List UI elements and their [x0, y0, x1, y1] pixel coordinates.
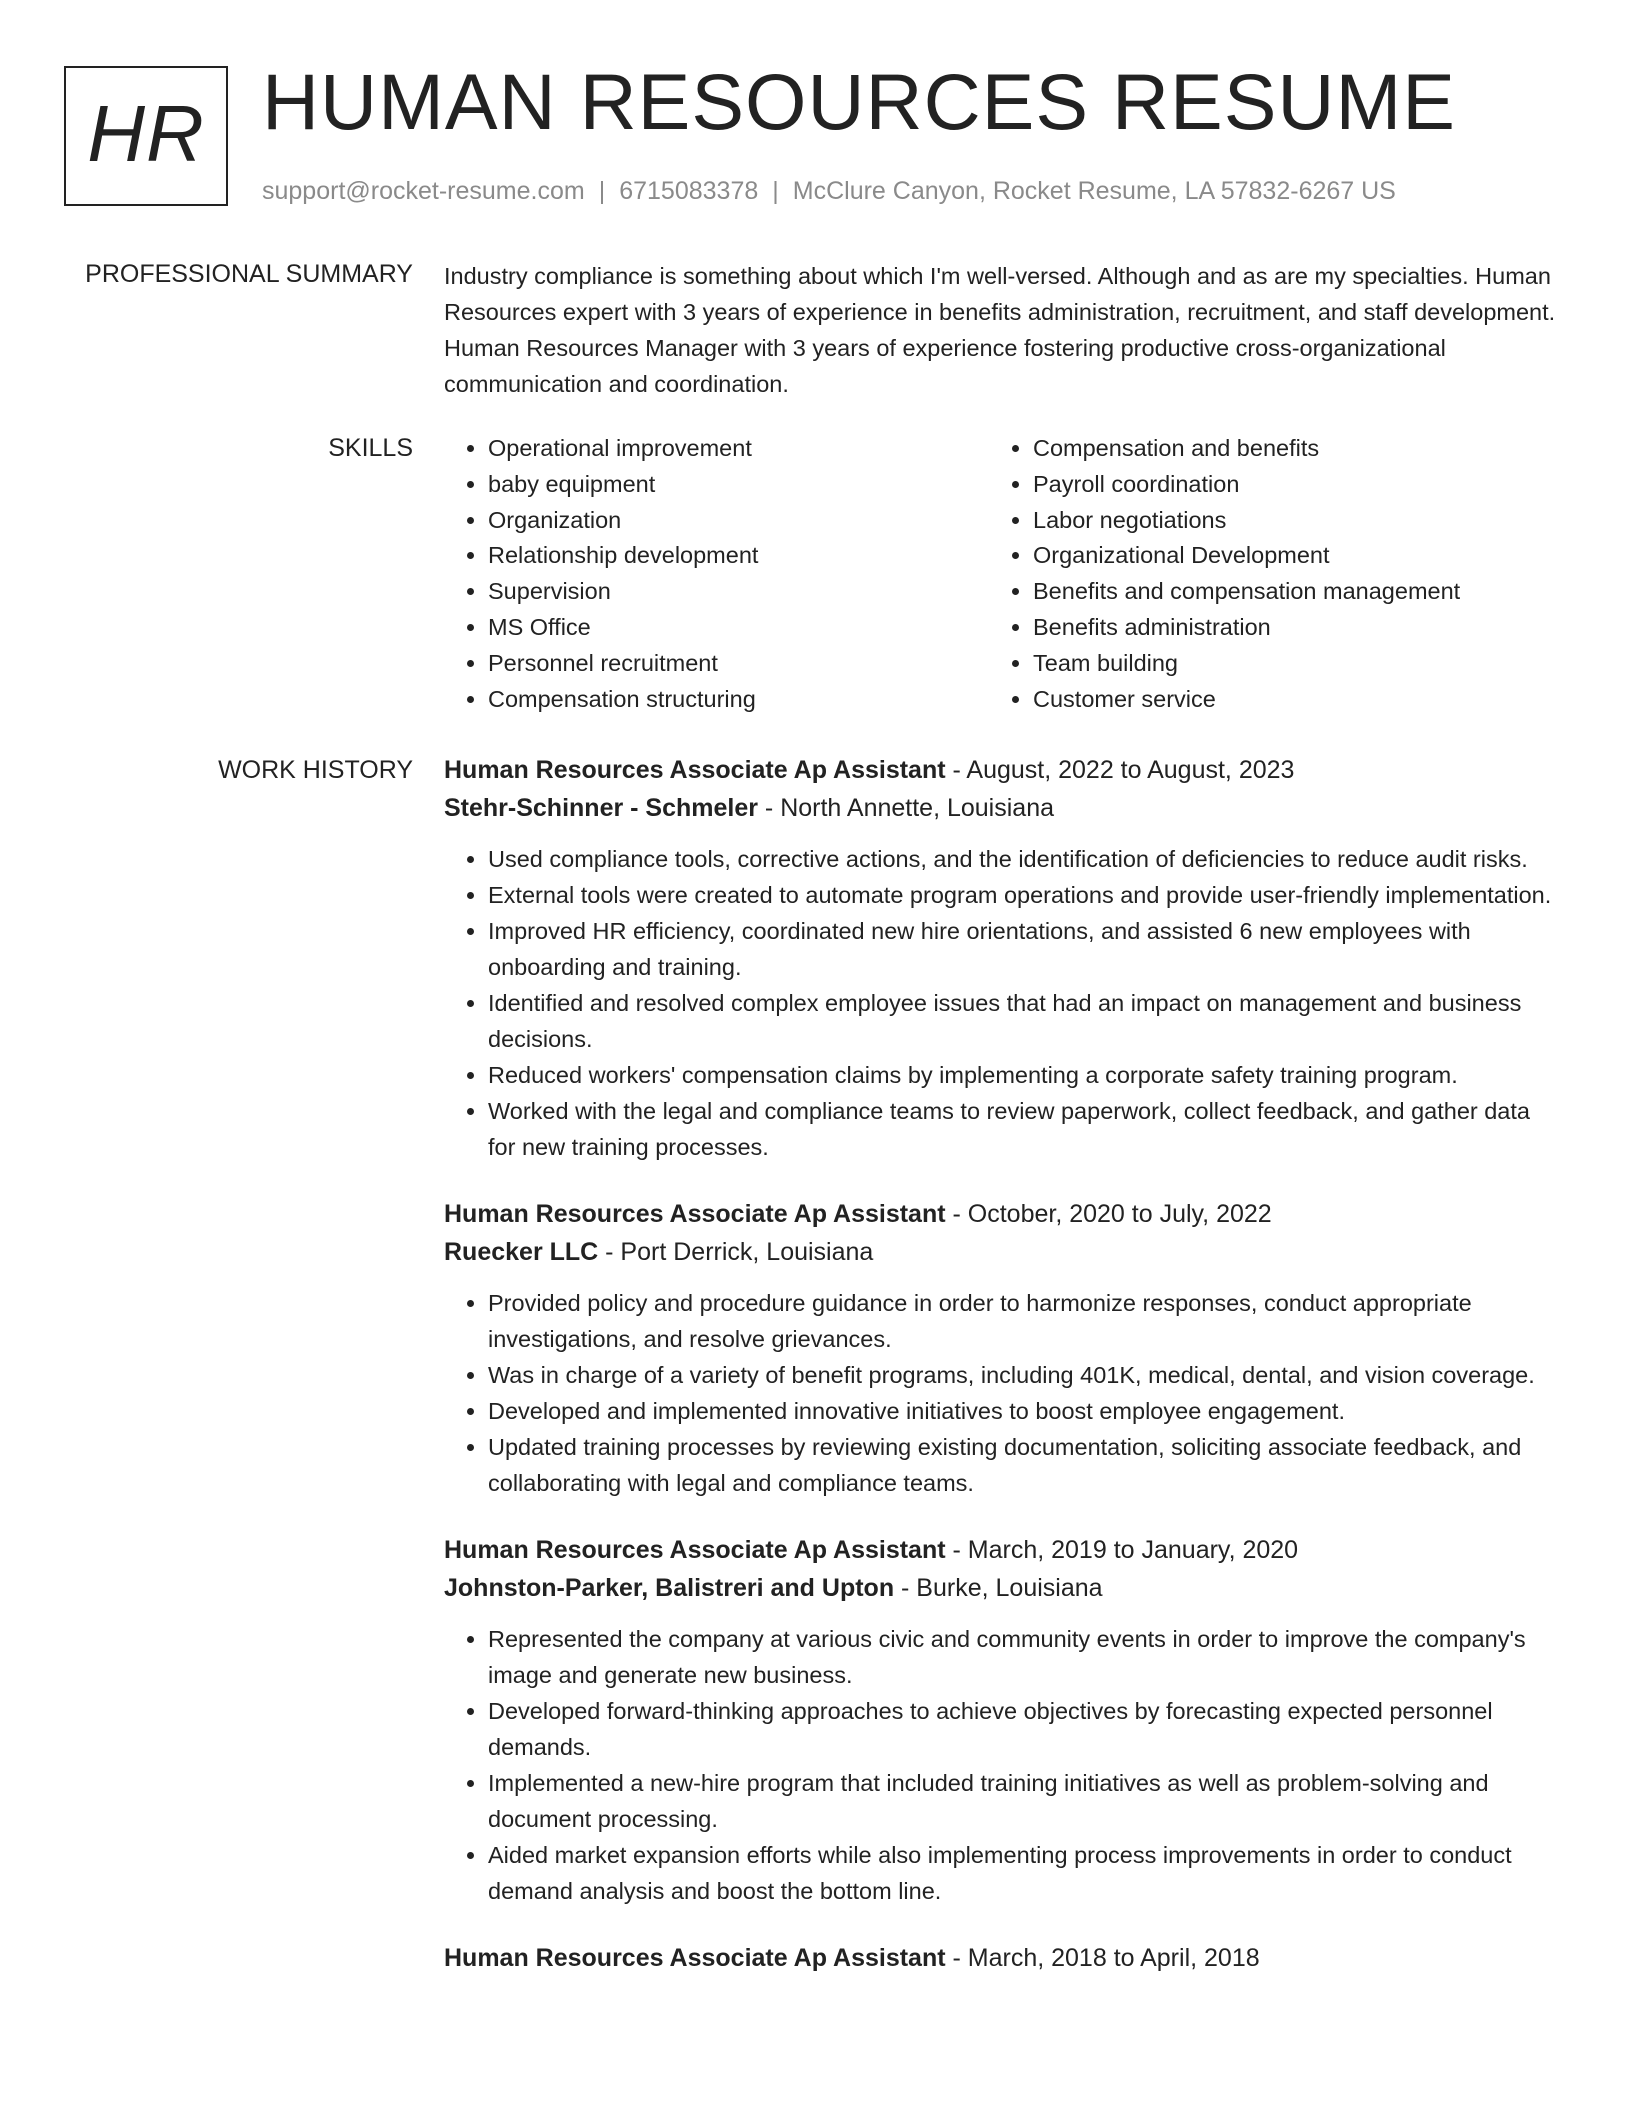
job-company: Ruecker LLC	[444, 1238, 599, 1266]
skill-item: • Compensation and benefits	[1033, 431, 1534, 467]
job-dates: - August, 2022 to August, 2023	[945, 756, 1295, 784]
job-bullet: • Developed forward-thinking approaches to achieve objectives by forecasting expected personnel demands.	[488, 1693, 1560, 1765]
job-entry	[444, 1195, 1560, 1501]
job-bullet: • Improved HR efficiency, coordinated new hire orientations, and assisted 6 new employees with onboarding and training.	[488, 913, 1560, 985]
skills-list-left	[444, 431, 989, 717]
job-title: Human Resources Associate Ap Assistant	[444, 1536, 946, 1564]
job-bullet: • Identified and resolved complex employee issues that had an impact on management and business decisions.	[488, 985, 1560, 1057]
job-dates: - March, 2019 to January, 2020	[945, 1536, 1299, 1564]
skills-columns	[444, 431, 1560, 717]
job-company: Johnston-Parker, Balistreri and Upton	[444, 1574, 895, 1602]
job-company-line	[444, 1569, 1560, 1607]
contact-email: support@rocket-resume.com	[262, 177, 585, 205]
contact-separator: |	[598, 177, 606, 205]
skills-list-right	[989, 431, 1534, 717]
skill-item: • Labor negotiations	[1033, 503, 1534, 539]
resume-title: HUMAN RESOURCES RESUME	[262, 57, 1456, 146]
skill-item: • MS Office	[488, 610, 989, 646]
skill-item: • baby equipment	[488, 467, 989, 503]
monogram-box	[64, 66, 228, 206]
skill-item: • Organization	[488, 503, 989, 539]
job-title: Human Resources Associate Ap Assistant	[444, 1200, 946, 1228]
job-bullet: • Worked with the legal and compliance teams to review paperwork, collect feedback, and gather data for new training processes.	[488, 1093, 1560, 1165]
skill-item: • Benefits and compensation management	[1033, 574, 1534, 610]
job-company: Stehr-Schinner - Schmeler	[444, 794, 758, 822]
job-location: - Burke, Louisiana	[894, 1574, 1103, 1602]
summary-text: Industry compliance is something about which I'm well-versed. Although and as are my specialties. Human Resources expert with 3 years of experience in benefits administration, recruitment, and staff development. Human Resources Manager with 3 years of experience fostering productive cross-organizational communication and coordination.	[444, 263, 1556, 397]
skill-item: • Supervision	[488, 574, 989, 610]
contact-phone: 6715083378	[619, 177, 759, 205]
skill-item: • Payroll coordination	[1033, 467, 1534, 503]
job-dates: - October, 2020 to July, 2022	[945, 1200, 1272, 1228]
job-bullet: • Updated training processes by reviewing existing documentation, soliciting associate feedback, and collaborating with legal and compliance teams.	[488, 1429, 1560, 1501]
skill-item: • Relationship development	[488, 538, 989, 574]
skills-section	[444, 431, 1560, 717]
job-title-line	[444, 1195, 1560, 1233]
job-bullet: • Aided market expansion efforts while also implementing process improvements in order to conduct demand analysis and boost the bottom line.	[488, 1837, 1560, 1909]
job-bullet: • External tools were created to automate program operations and provide user-friendly implementation.	[488, 877, 1560, 913]
job-bullet-list	[444, 841, 1560, 1165]
job-bullet-list	[444, 1285, 1560, 1501]
contact-address: McClure Canyon, Rocket Resume, LA 57832-6267 US	[792, 177, 1396, 205]
job-bullet: • Represented the company at various civic and community events in order to improve the company's image and generate new business.	[488, 1621, 1560, 1693]
skill-item: • Customer service	[1033, 682, 1534, 718]
job-bullet: • Provided policy and procedure guidance in order to harmonize responses, conduct appropriate investigations, and resolve grievances.	[488, 1285, 1560, 1357]
skill-item: • Team building	[1033, 646, 1534, 682]
skill-item: • Benefits administration	[1033, 610, 1534, 646]
summary-section	[444, 258, 1560, 402]
job-bullet: • Reduced workers' compensation claims by implementing a corporate safety training program.	[488, 1057, 1560, 1093]
skills-heading: SKILLS	[328, 434, 413, 462]
job-title-line	[444, 1531, 1560, 1569]
job-bullet-list	[444, 1621, 1560, 1909]
job-entry	[444, 1939, 1560, 1977]
job-location: - Port Derrick, Louisiana	[598, 1238, 874, 1266]
work-history-heading: WORK HISTORY	[218, 756, 413, 784]
summary-heading: PROFESSIONAL SUMMARY	[85, 260, 413, 288]
job-company-line	[444, 789, 1560, 827]
work-history-section	[444, 751, 1560, 2007]
job-dates: - March, 2018 to April, 2018	[945, 1944, 1260, 1972]
job-title: Human Resources Associate Ap Assistant	[444, 756, 946, 784]
job-title: Human Resources Associate Ap Assistant	[444, 1944, 946, 1972]
skill-item: • Personnel recruitment	[488, 646, 989, 682]
skill-item: • Organizational Development	[1033, 538, 1534, 574]
job-entry	[444, 1531, 1560, 1909]
skill-item: • Compensation structuring	[488, 682, 989, 718]
job-bullet: • Used compliance tools, corrective actions, and the identification of deficiencies to reduce audit risks.	[488, 841, 1560, 877]
job-bullet: • Developed and implemented innovative initiatives to boost employee engagement.	[488, 1393, 1560, 1429]
monogram-text: HR	[87, 89, 205, 178]
job-title-line	[444, 751, 1560, 789]
contact-line	[262, 174, 1396, 208]
job-location: - North Annette, Louisiana	[757, 794, 1055, 822]
job-title-line	[444, 1939, 1560, 1977]
job-company-line	[444, 1233, 1560, 1271]
contact-separator: |	[772, 177, 779, 205]
job-bullet: • Was in charge of a variety of benefit programs, including 401K, medical, dental, and vision coverage.	[488, 1357, 1560, 1393]
job-entry	[444, 751, 1560, 1165]
skill-item: • Operational improvement	[488, 431, 989, 467]
job-bullet: • Implemented a new-hire program that included training initiatives as well as problem-solving and document processing.	[488, 1765, 1560, 1837]
